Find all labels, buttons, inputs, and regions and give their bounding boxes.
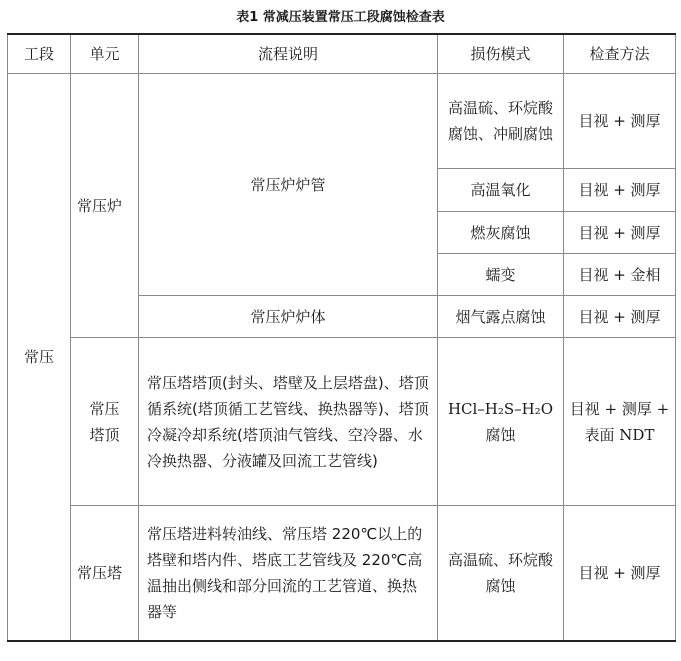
damage-cell: 高温氧化 bbox=[438, 169, 564, 212]
method-cell: 目视 + 测厚 + 表面 NDT bbox=[564, 338, 676, 506]
header-cell: 损伤模式 bbox=[438, 34, 564, 74]
damage-cell: HCl–H₂S–H₂O 腐蚀 bbox=[438, 338, 564, 506]
damage-cell: 燃灰腐蚀 bbox=[438, 212, 564, 254]
corrosion-table bbox=[7, 33, 676, 642]
flow-cell: 常压炉炉体 bbox=[139, 296, 438, 338]
damage-cell: 烟气露点腐蚀 bbox=[438, 296, 564, 338]
damage-cell: 高温硫、环烷酸腐蚀、冲刷腐蚀 bbox=[438, 74, 564, 169]
method-cell: 目视 + 测厚 bbox=[564, 212, 676, 254]
header-row bbox=[8, 34, 676, 74]
damage-cell: 蠕变 bbox=[438, 254, 564, 296]
method-cell: 目视 + 金相 bbox=[564, 254, 676, 296]
header-cell: 流程说明 bbox=[139, 34, 438, 74]
method-cell: 目视 + 测厚 bbox=[564, 296, 676, 338]
unit-cell: 常压炉 bbox=[71, 74, 139, 338]
method-cell: 目视 + 测厚 bbox=[564, 506, 676, 641]
header-cell: 工段 bbox=[8, 34, 71, 74]
method-cell: 目视 + 测厚 bbox=[564, 169, 676, 212]
section-cell: 常压 bbox=[8, 74, 71, 641]
unit-cell: 常压塔 bbox=[71, 506, 139, 641]
unit-cell: 常压塔顶 bbox=[71, 338, 139, 506]
header-cell: 单元 bbox=[71, 34, 139, 74]
table-row bbox=[8, 74, 676, 169]
header-cell: 检查方法 bbox=[564, 34, 676, 74]
method-cell: 目视 + 测厚 bbox=[564, 74, 676, 169]
table-row bbox=[8, 338, 676, 506]
flow-cell: 常压塔进料转油线、常压塔 220℃以上的塔壁和塔内件、塔底工艺管线及 220℃高温抽出侧线和部分回流的工艺管道、换热器等 bbox=[139, 506, 438, 641]
table-row bbox=[8, 506, 676, 641]
flow-cell: 常压塔塔顶(封头、塔壁及上层塔盘)、塔顶循系统(塔顶循工艺管线、换热器等)、塔顶冷凝冷却系统(塔顶油气管线、空冷器、水冷换热器、分液罐及回流工艺管线) bbox=[139, 338, 438, 506]
damage-cell: 高温硫、环烷酸腐蚀 bbox=[438, 506, 564, 641]
table-caption: 表1 常减压装置常压工段腐蚀检查表 bbox=[236, 10, 445, 25]
flow-cell: 常压炉炉管 bbox=[139, 74, 438, 296]
